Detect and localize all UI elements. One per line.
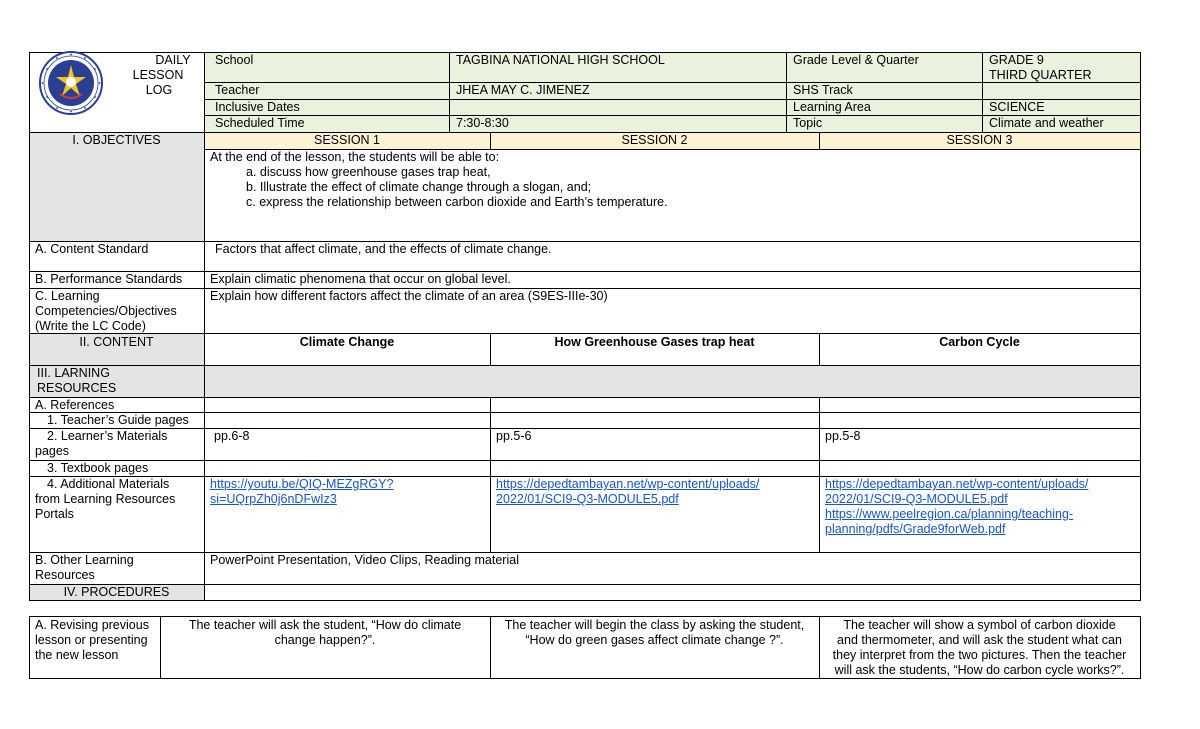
content-session-2: How Greenhouse Gases trap heat <box>554 335 755 349</box>
objective-item: a. discuss how greenhouse gases trap heat, <box>246 165 491 179</box>
peelregion-link[interactable]: https://www.peelregion.ca/planning/teaching- <box>825 507 1074 521</box>
objective-item: b. Illustrate the effect of climate change through a slogan, and; <box>246 180 592 194</box>
procedure-a-session-3: The teacher will show a symbol of carbon dioxide and thermometer, and will ask the student what can they interpret from the two pictures. Then the teacher will ask the students, “How do carbon cycle works?”. <box>832 618 1127 677</box>
learners-materials-label: 2. Learner’s Materials pages <box>35 429 168 458</box>
dates-value <box>450 99 786 101</box>
scheduled-time-value: 7:30-8:30 <box>456 116 509 130</box>
grade-label: Grade Level & Quarter <box>793 53 919 67</box>
scheduled-time-label: Scheduled Time <box>215 116 305 130</box>
dates-label: Inclusive Dates <box>215 100 300 114</box>
objectives-intro: At the end of the lesson, the students will be able to: <box>210 150 500 164</box>
depedtambayan-link[interactable]: https://depedtambayan.net/wp-content/uploads/ <box>825 477 1089 491</box>
grade-value: GRADE 9 THIRD QUARTER <box>989 53 1092 82</box>
depedtambayan-link[interactable]: https://depedtambayan.net/wp-content/uploads/ <box>496 477 760 491</box>
references-label: A. References <box>35 398 115 412</box>
document-title: DAILY LESSON LOG <box>132 53 191 97</box>
lm-pages-session-3: pp.5-8 <box>825 429 861 443</box>
other-resources-value: PowerPoint Presentation, Video Clips, Reading material <box>210 553 519 567</box>
competencies-value: Explain how different factors affect the climate of an area (S9ES-IIIe-30) <box>210 289 608 303</box>
content-session-1: Climate Change <box>299 335 395 349</box>
teachers-guide-label: 1. Teacher’s Guide pages <box>47 413 189 427</box>
session-1-header: SESSION 1 <box>314 133 380 147</box>
objectives-text <box>204 149 1140 241</box>
session-2-header: SESSION 2 <box>621 133 688 147</box>
objectives-list <box>210 165 1134 210</box>
shs-track-label: SHS Track <box>793 83 853 97</box>
learning-area-label: Learning Area <box>793 100 871 114</box>
lm-pages-session-1: pp.6-8 <box>214 429 250 443</box>
objective-item: c. express the relationship between carbon dioxide and Earth’s temperature. <box>246 195 668 209</box>
textbook-pages-label: 3. Textbook pages <box>47 461 149 475</box>
learning-area-value: SCIENCE <box>989 100 1045 114</box>
youtube-link-continued[interactable]: si=UQrpZh0j6nDFwIz3 <box>210 492 337 506</box>
procedure-a-session-2: The teacher will begin the class by asking the student, “How do green gases affect climate change ?”. <box>504 618 805 647</box>
school-value: TAGBINA NATIONAL HIGH SCHOOL <box>456 53 665 67</box>
competencies-label: C. Learning Competencies/Objectives (Write the LC Code) <box>35 289 177 333</box>
content-label: II. CONTENT <box>79 335 154 349</box>
content-session-3: Carbon Cycle <box>939 335 1020 349</box>
content-standard-label: A. Content Standard <box>35 242 149 256</box>
procedure-a-label: A. Revising previous lesson or presenting the new lesson <box>35 618 149 662</box>
procedure-a-session-1: The teacher will ask the student, “How do climate change happen?”. <box>188 618 462 647</box>
deped-seal-logo <box>38 50 104 116</box>
performance-standards-label: B. Performance Standards <box>35 272 183 286</box>
other-resources-label: B. Other Learning Resources <box>35 553 134 582</box>
lm-pages-session-2: pp.5-6 <box>496 429 532 443</box>
links-session-1 <box>204 476 490 508</box>
performance-standards-value: Explain climatic phenomena that occur on global level. <box>210 272 511 286</box>
depedtambayan-link-continued[interactable]: 2022/01/SCI9-Q3-MODULE5.pdf <box>825 492 1008 506</box>
shs-track-value <box>983 82 1140 84</box>
school-label: School <box>215 53 254 67</box>
session-3-header: SESSION 3 <box>946 133 1013 147</box>
youtube-link[interactable]: https://youtu.be/QIQ-MEZgRGY? <box>210 477 394 491</box>
additional-materials-label: 4. Additional Materials from Learning Resources Portals <box>35 477 176 521</box>
peelregion-link-continued[interactable]: planning/pdfs/Grade9forWeb.pdf <box>825 522 1006 536</box>
teacher-label: Teacher <box>215 83 260 97</box>
links-session-2 <box>490 476 819 508</box>
content-standard-value: Factors that affect climate, and the effects of climate change. <box>215 242 552 256</box>
links-session-3 <box>819 476 1140 538</box>
depedtambayan-link-continued[interactable]: 2022/01/SCI9-Q3-MODULE5.pdf <box>496 492 679 506</box>
topic-value: Climate and weather <box>989 116 1104 130</box>
learning-resources-label: III. LARNING RESOURCES <box>37 366 117 395</box>
topic-label: Topic <box>793 116 823 130</box>
procedures-label: IV. PROCEDURES <box>63 585 170 599</box>
objectives-label: I. OBJECTIVES <box>72 133 161 147</box>
teacher-value: JHEA MAY C. JIMENEZ <box>456 83 590 97</box>
